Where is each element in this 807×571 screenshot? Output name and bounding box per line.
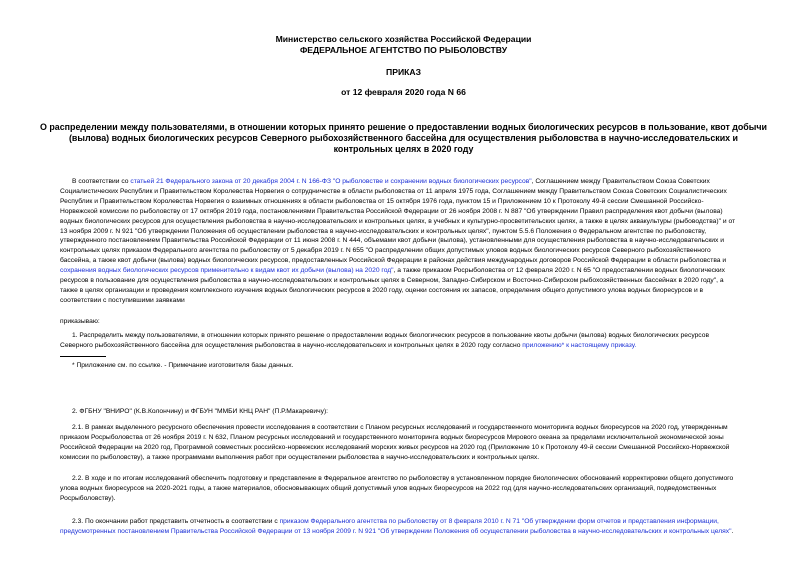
preamble-paragraph [60,177,760,306]
item-2-2-line: 2.2. В ходе и по итогам исследований обеспечить подготовку и представление в Федеральное агентство по рыболовству в установленном порядке биологических обоснований корректировки общего допустимого [72,475,734,482]
footnote: * Приложение см. по ссылке. - Примечание изготовителя базы данных. [72,362,294,369]
document-type: ПРИКАЗ [386,67,421,77]
item-2-3-text: 2.3. По окончании работ представить отчетность в соответствии с [72,518,280,525]
order-655-link[interactable]: сохранения водных биологических ресурсов применительно к видам квот их добычи (вылова) на 2020 год" [60,267,394,275]
item-2-3-text: . [731,527,734,535]
title-line: О распределении между пользователями, в отношении которых принято решение о предоставлении водных биологических ресурсов в пользование, квот добычи [40,122,767,132]
document-date: от 12 февраля 2020 года N 66 [341,87,466,97]
order-71-link[interactable]: приказом Федерального агентства по рыболовству от 8 февраля 2010 г. N 71 "Об утверждении форм отчетов и представления информации, [279,518,719,525]
item-1-line: 1. Распределить между пользователями, в отношении которых принято решение о предоставлении водных биологических ресурсов в пользование квоты добычи (вылова) водных биологических ресурсов [72,332,710,339]
preamble-text: , а также приказом Росрыболовства от 12 февраля 2020 г. N 65 "О предоставлении водных биологических [393,267,726,275]
footnote-separator [60,356,106,357]
item-2-heading: 2. ФГБНУ "ВНИРО" (К.В.Колончину) и ФГБУН "ММБИ КНЦ РАН" (П.Р.Макаревичу): [72,408,329,415]
preamble-text: , Соглашением между Правительством Союза Советских [531,178,710,185]
preamble-line: ресурсов в пользование для осуществления рыболовства в научно-исследовательских и контрольных целях в Северном, Западно-Сибирском и Восточно-Сибирском рыбохозяйственных бассейнах в 2020 году", а [60,277,724,285]
preamble-line: также в целях организации и проведения комплексного изучения водных биологических ресурсов в 2020 году, оценки состояния их запасов, определения общего допустимого улова водных биоресурсов и в [60,286,704,294]
preamble-line: утвержденного постановлением Правительства Российской Федерации от 11 июня 2008 г. N 444, объемами квот добычи (вылова), установленными для осуществления рыболовства в научно-исследовательских и [60,237,724,245]
item-2-1-paragraph [60,423,760,463]
preamble-line: 13 ноября 2009 г. N 921 "Об утверждении Положения об осуществлении рыболовства в научно-исследовательских и контрольных целях", пунктом 5.5.6 Положения о Федеральном агентстве по рыболовству, [60,227,707,235]
item-1-text: Северного рыбохозяйственного бассейна для осуществления рыболовства в научно-исследовательских и контрольных целях в 2020 году согласно [60,341,523,349]
item-2-1-line: приказом Росрыболовства от 26 ноября 2019 г. N 632, Планом ресурсных исследований и государственного мониторинга водных биоресурсов Мирового океана за пределами исключительной экономической зоны [60,433,724,441]
preamble-line: водных биологических ресурсов для осуществления рыболовства в научно-исследовательских и контрольных целях, в учебных и культурно-просветительских целях, а также в целях аквакультуры (рыбоводства)" и от [60,217,736,225]
item-2-1-line: комиссии по рыболовству), а также программами выполнения работ при осуществлении рыболовства в научно-исследовательских и контрольных целях. [60,453,540,461]
law-166-link[interactable]: статьей 21 Федерального закона от 20 декабря 2004 г. N 166-ФЗ "О рыболовстве и сохранении водных биологических ресурсов" [130,178,532,185]
preamble-line: контрольных целях приказом Федерального агентства по рыболовству от 5 декабря 2019 г. N 655 "О распределении общих допустимых уловов водных биологических ресурсов Северного рыбохозяйственного [60,247,711,255]
preamble-line: соответствии с поступившими заявками [60,296,185,304]
preamble-text: В соответствии со [72,178,131,185]
title-line: (вылова) водных биологических ресурсов Северного рыбохозяйственного бассейна для осуществления рыболовства в научно-исследовательских и [68,133,739,143]
preamble-line: Республик и Правительством Королевства Норвегия о взаимных отношениях в области рыболовства от 15 октября 1976 года, пунктом 15 и Приложением 10 к Протоколу 49-й сессии Смешанной Российско- [60,197,704,205]
preamble-line: Социалистических Республик и Правительством Королевства Норвегия о сотрудничестве в области рыболовства от 11 апреля 1975 года, Соглашением между Правительством Союза Советских Социалистических [60,187,727,195]
item-2-3-paragraph [60,517,760,537]
preamble-line: бассейна, а также квот добычи (вылова) водных биологических ресурсов, предоставленных Российской Федерации в районах действия международных договоров Российской Федерации в области рыболовства и [60,257,727,265]
item-1-paragraph [60,331,760,351]
title-line: контрольных целях в 2020 году [333,144,474,154]
ministry-name: Министерство сельского хозяйства Российской Федерации [275,34,532,44]
agency-name: ФЕДЕРАЛЬНОЕ АГЕНТСТВО ПО РЫБОЛОВСТВУ [299,45,508,55]
preamble-line: Норвежской комиссии по рыболовству от 17 октября 2019 года, постановлениями Правительства Российской Федерации от 26 ноября 2008 г. N 887 "Об утверждении Правил распределения квот добычи (вылова) [60,207,723,215]
item-2-2-line: улова водных биоресурсов на 2020-2021 годы, а также материалов, обосновывающих общий допустимый улов водных биоресурсов на 2022 год (для научно-исследовательских организаций, подведомственных [60,484,717,492]
document-title [0,122,807,155]
order-71-link-continued[interactable]: предусмотренных постановлением Правительства Российской Федерации от 13 ноября 2009 г. N 921 "Об утверждении Положения об осуществлении рыболовства в научно-исследовательских и контрольных целях" [60,527,732,535]
appendix-link[interactable]: приложению [522,341,562,349]
order-word: приказываю: [60,318,100,325]
item-2-2-line: Росрыболовству). [60,494,116,502]
item-1-text: * к настоящему приказу. [561,341,637,349]
item-2-1-line: 2.1. В рамках выделенного ресурсного обеспечения провести исследования в соответствии с Планом ресурсных исследований и государственного мониторинга водных биоресурсов на 2020 год, утвержденным [72,424,728,431]
item-2-2-paragraph [60,474,760,504]
item-2-1-line: Российской Федерации на 2020 год, Программой совместных российско-норвежских исследований морских живых ресурсов на 2020 год (Приложение 10 к Протоколу 49-й сессии Смешанной Российско-Норвежской [60,443,730,451]
